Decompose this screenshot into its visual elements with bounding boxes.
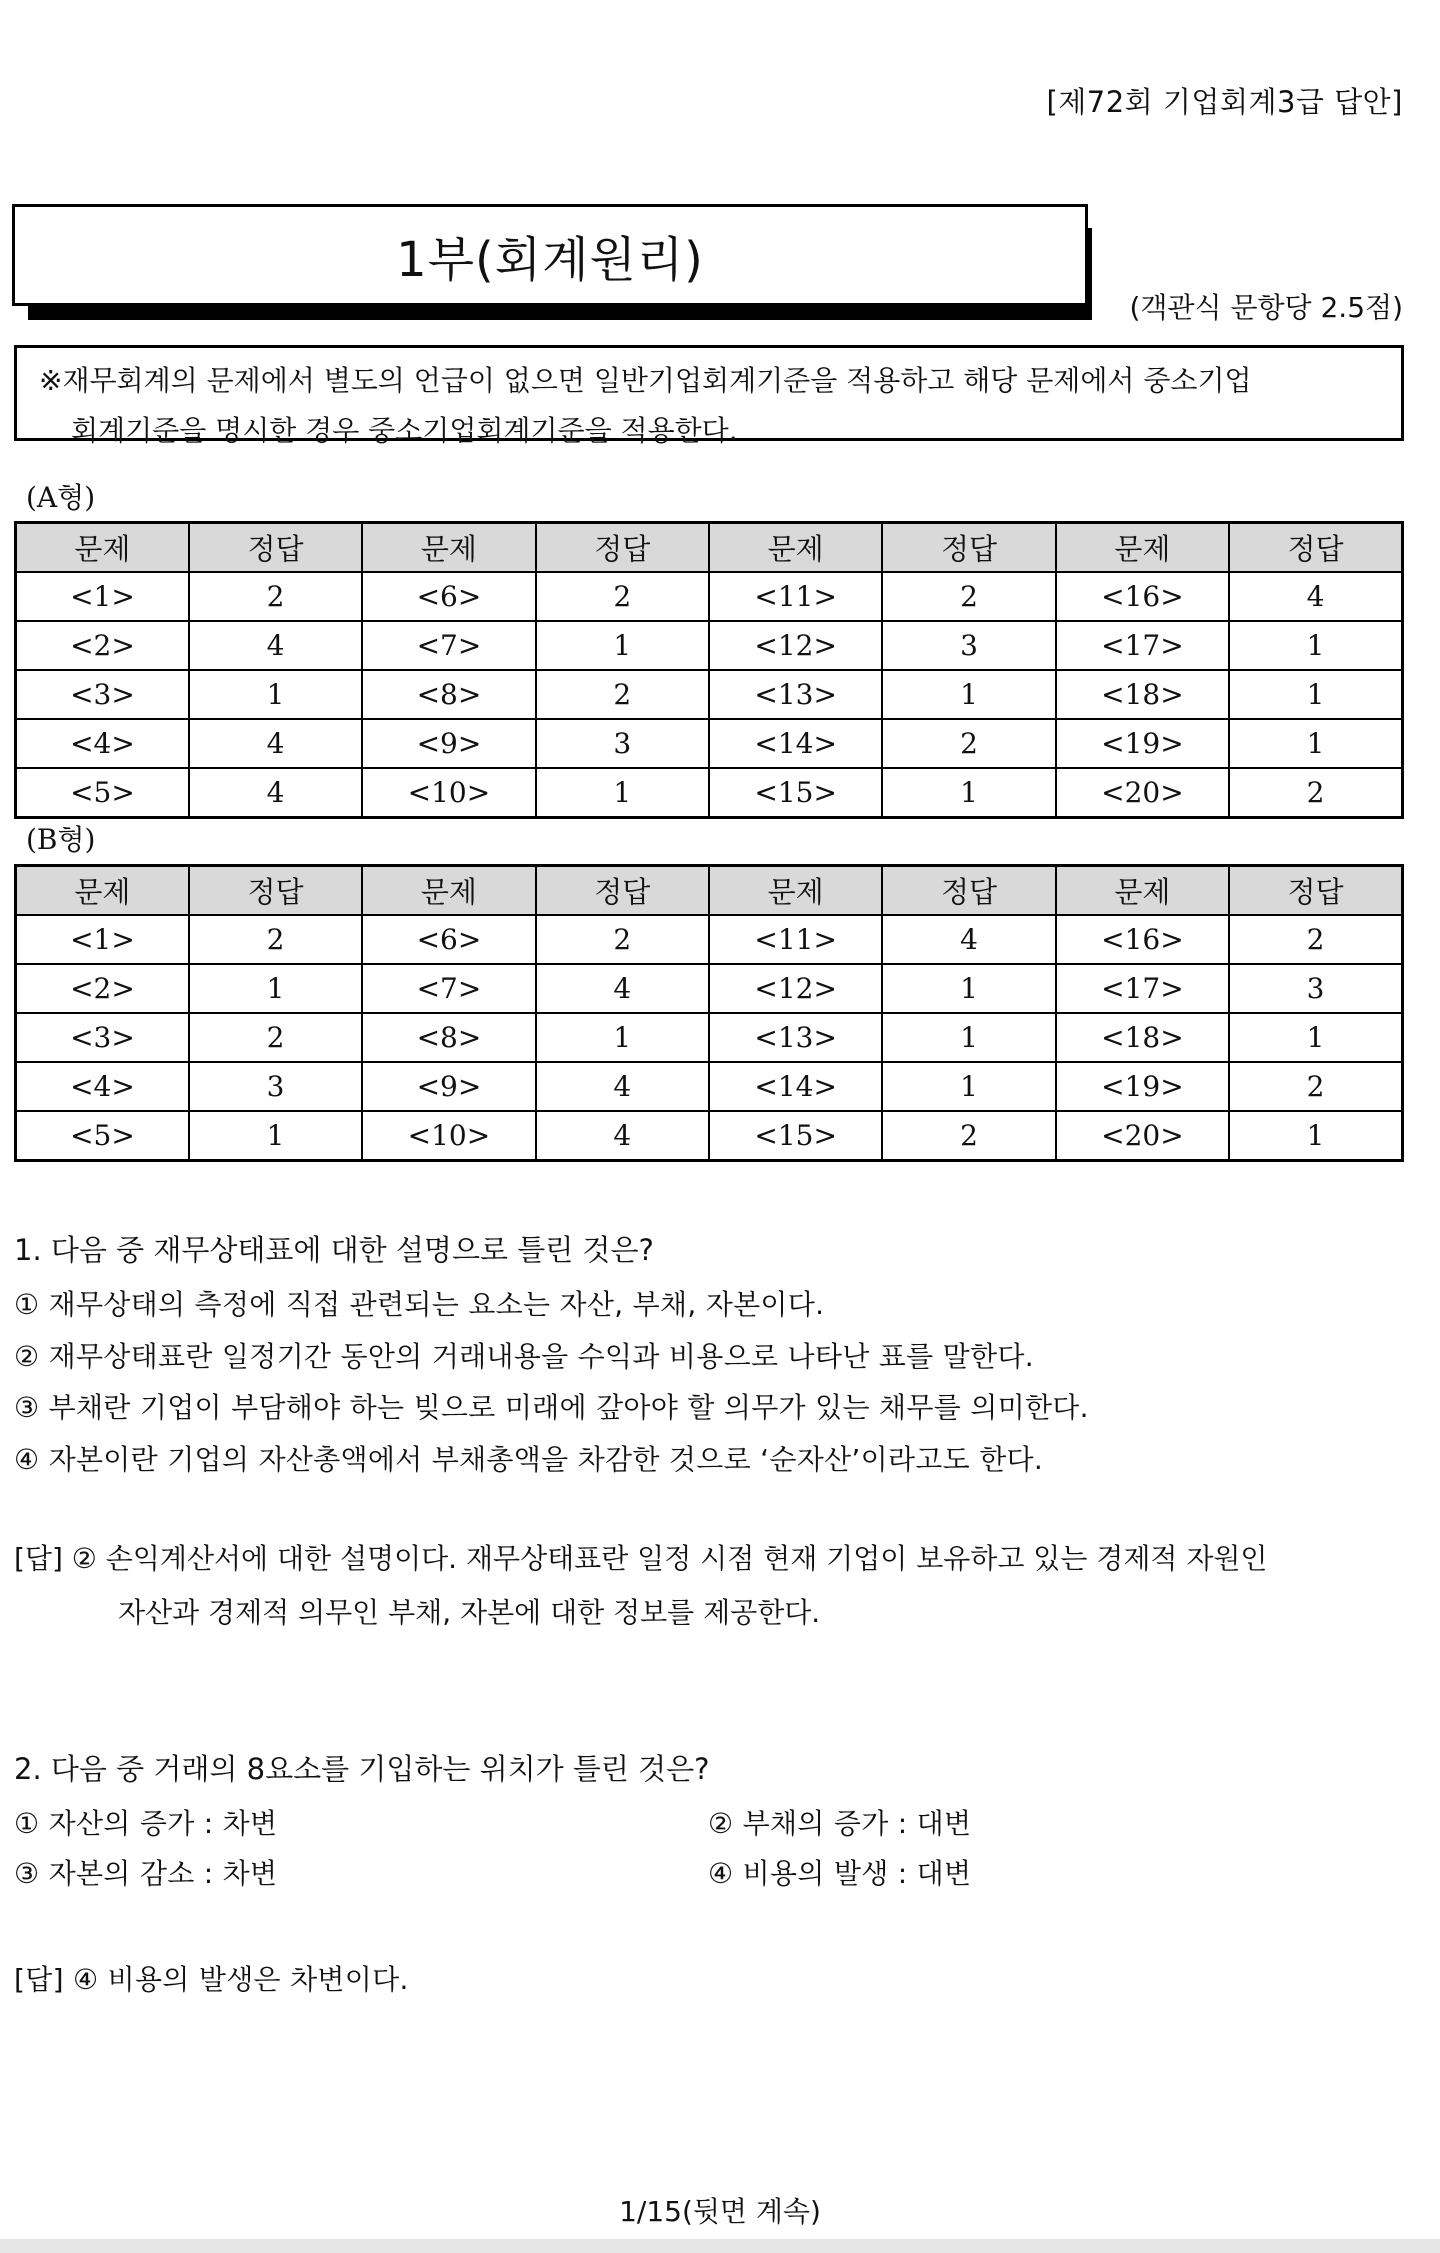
table-cell: 1 [1229,1013,1402,1062]
table-cell: <20> [1056,768,1229,818]
table-cell: 2 [189,572,362,621]
table-cell: 2 [189,915,362,964]
table-cell: 4 [536,964,709,1013]
table-cell: <11> [709,572,882,621]
question-2-option-1: ① 자산의 증가 : 차변 [14,1807,278,1840]
question-2-option-2: ② 부채의 증가 : 대변 [708,1807,972,1840]
table-cell: 1 [1229,621,1402,670]
question-2-option-3: ③ 자본의 감소 : 차변 [14,1857,278,1890]
table-row [16,1062,1403,1111]
table-cell: 3 [536,719,709,768]
table-cell: <7> [362,621,535,670]
table-cell: <3> [16,670,189,719]
notice-line-2: 회계기준을 명시한 경우 중소기업회계기준을 적용한다. [71,414,738,447]
table-row [16,719,1403,768]
table-cell: 1 [882,1062,1055,1111]
table-cell: 2 [882,1111,1055,1161]
table-cell: 1 [882,1013,1055,1062]
table-cell: <11> [709,915,882,964]
table-cell: 3 [882,621,1055,670]
table-cell: <5> [16,1111,189,1161]
question-2-title: 2. 다음 중 거래의 8요소를 기입하는 위치가 틀린 것은? [14,1752,710,1786]
table-cell: <10> [362,768,535,818]
table-cell: <4> [16,719,189,768]
header-cell: 정답 [189,523,362,573]
table-cell: <8> [362,670,535,719]
question-2-option-4: ④ 비용의 발생 : 대변 [708,1857,972,1890]
question-1-option-3: ③ 부채란 기업이 부담해야 하는 빚으로 미래에 갚아야 할 의무가 있는 채무를 의미한다. [14,1391,1089,1424]
table-row [16,572,1403,621]
table-cell: 2 [536,915,709,964]
table-cell: <16> [1056,915,1229,964]
table-cell: <1> [16,915,189,964]
table-row [16,768,1403,818]
table-cell: 1 [1229,719,1402,768]
table-cell: 1 [536,768,709,818]
header-cell: 문제 [16,523,189,573]
header-cell: 정답 [882,523,1055,573]
table-cell: 1 [1229,670,1402,719]
table-cell: 4 [189,621,362,670]
table-cell: <13> [709,670,882,719]
header-cell: 문제 [1056,523,1229,573]
table-cell: 4 [536,1062,709,1111]
question-1-answer-line-1: [답] ② 손익계산서에 대한 설명이다. 재무상태표란 일정 시점 현재 기업이 보유하고 있는 경제적 자원인 [14,1542,1268,1575]
header-cell: 문제 [709,523,882,573]
header-cell: 정답 [1229,523,1402,573]
notice-box [14,345,1404,447]
table-cell: <6> [362,572,535,621]
table-cell: <20> [1056,1111,1229,1161]
table-cell: <3> [16,1013,189,1062]
table-cell: <18> [1056,670,1229,719]
table-cell: <1> [16,572,189,621]
table-cell: 4 [1229,572,1402,621]
table-row [16,1111,1403,1161]
table-cell: <10> [362,1111,535,1161]
notice-line-1: ※재무회계의 문제에서 별도의 언급이 없으면 일반기업회계기준을 적용하고 해당 문제에서 중소기업 [39,364,1252,397]
table-cell: <17> [1056,621,1229,670]
page-footer: 1/15(뒷면 계속) [619,2195,821,2228]
table-cell: <9> [362,719,535,768]
table-cell: <9> [362,1062,535,1111]
table-cell: 1 [882,670,1055,719]
answer-table-b [14,864,1404,1162]
table-cell: 3 [1229,964,1402,1013]
table-cell: 1 [1229,1111,1402,1161]
table-cell: <8> [362,1013,535,1062]
table-row [16,621,1403,670]
section-title-box [12,204,1088,306]
bottom-scroll-edge [0,2239,1440,2253]
table-cell: 1 [536,621,709,670]
table-cell: 2 [1229,915,1402,964]
type-b-label: (B형) [26,823,96,856]
question-1-answer [14,1532,1414,1640]
table-cell: <17> [1056,964,1229,1013]
header-cell: 정답 [882,866,1055,916]
header-cell: 문제 [709,866,882,916]
table-header-row [16,523,1403,573]
question-1-option-2: ② 재무상태표란 일정기간 동안의 거래내용을 수익과 비용으로 나타난 표를 말한다. [14,1340,1034,1373]
header-cell: 정답 [536,866,709,916]
table-cell: 2 [1229,1062,1402,1111]
table-cell: 2 [536,670,709,719]
table-cell: 1 [189,1111,362,1161]
table-cell: 4 [189,768,362,818]
table-row [16,915,1403,964]
table-cell: 4 [536,1111,709,1161]
table-cell: 1 [536,1013,709,1062]
table-cell: <12> [709,964,882,1013]
table-cell: <13> [709,1013,882,1062]
question-1-option-4: ④ 자본이란 기업의 자산총액에서 부채총액을 차감한 것으로 ‘순자산’이라고도 한다. [14,1443,1044,1476]
table-header-row [16,866,1403,916]
scoring-note: (객관식 문항당 2.5점) [1129,291,1403,324]
type-a-label: (A형) [26,481,96,514]
table-cell: 1 [189,670,362,719]
table-cell: <6> [362,915,535,964]
table-cell: <14> [709,719,882,768]
table-cell: <4> [16,1062,189,1111]
header-cell: 문제 [362,523,535,573]
table-cell: <14> [709,1062,882,1111]
table-cell: <19> [1056,1062,1229,1111]
table-cell: 1 [882,768,1055,818]
table-cell: <15> [709,768,882,818]
table-row [16,670,1403,719]
table-cell: 2 [189,1013,362,1062]
question-2-answer: [답] ④ 비용의 발생은 차변이다. [14,1963,409,1996]
header-cell: 문제 [362,866,535,916]
table-cell: <7> [362,964,535,1013]
question-1-option-1: ① 재무상태의 측정에 직접 관련되는 요소는 자산, 부채, 자본이다. [14,1288,825,1321]
table-cell: <16> [1056,572,1229,621]
table-cell: <5> [16,768,189,818]
table-cell: <15> [709,1111,882,1161]
table-cell: 2 [1229,768,1402,818]
table-cell: <2> [16,621,189,670]
answer-table-a [14,521,1404,819]
header-cell: 문제 [16,866,189,916]
table-cell: <2> [16,964,189,1013]
table-cell: 1 [882,964,1055,1013]
table-cell: 4 [882,915,1055,964]
table-cell: 2 [882,572,1055,621]
header-cell: 정답 [189,866,362,916]
table-cell: 1 [189,964,362,1013]
table-cell: 3 [189,1062,362,1111]
table-cell: 4 [189,719,362,768]
table-cell: 2 [536,572,709,621]
header-cell: 문제 [1056,866,1229,916]
exam-header: [제72회 기업회계3급 답안] [1046,85,1403,119]
section-title: 1부(회계원리) [396,231,704,288]
table-cell: <12> [709,621,882,670]
header-cell: 정답 [536,523,709,573]
table-cell: <18> [1056,1013,1229,1062]
question-1-title: 1. 다음 중 재무상태표에 대한 설명으로 틀린 것은? [14,1233,654,1267]
header-cell: 정답 [1229,866,1402,916]
table-cell: <19> [1056,719,1229,768]
table-row [16,1013,1403,1062]
question-1-answer-line-2: 자산과 경제적 의무인 부채, 자본에 대한 정보를 제공한다. [118,1596,821,1629]
table-cell: 2 [882,719,1055,768]
table-row [16,964,1403,1013]
